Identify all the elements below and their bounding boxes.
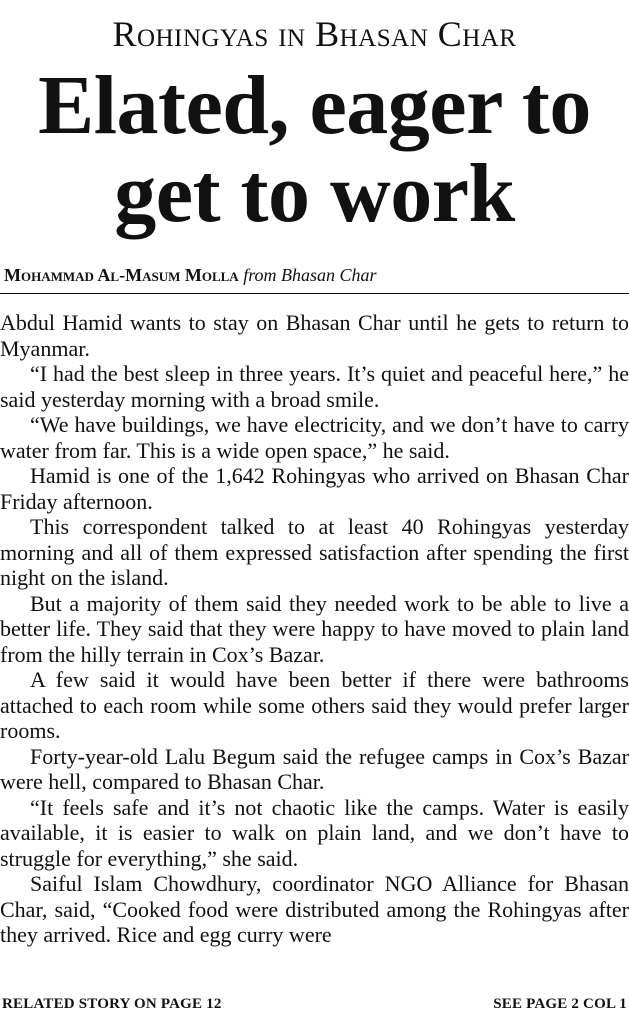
byline-location: from Bhasan Char: [243, 265, 377, 285]
byline-divider: [0, 293, 629, 294]
paragraph: But a majority of them said they needed work to be able to live a better life. They said that they were happy to have moved to plain land from the hilly terrain in Cox’s Bazar.: [0, 590, 629, 667]
paragraph: Forty-year-old Lalu Begum said the refugee camps in Cox’s Bazar were hell, compared to Bhasan Char.: [0, 743, 629, 794]
paragraph: Hamid is one of the 1,642 Rohingyas who arrived on Bhasan Char Friday afternoon.: [0, 463, 629, 514]
continuation-reference: SEE PAGE 2 COL 1: [493, 996, 627, 1012]
byline-author: Mohammad Al-Masum Molla: [4, 265, 239, 285]
paragraph: A few said it would have been better if there were bathrooms attached to each room while some others said they would prefer larger rooms.: [0, 667, 629, 743]
paragraph: “We have buildings, we have electricity, and we don’t have to carry water from far. This is a wide open space,” he said.: [0, 412, 629, 463]
headline-line-2: get to work: [114, 147, 515, 240]
paragraph: Saiful Islam Chowdhury, coordinator NGO Alliance for Bhasan Char, said, “Cooked food were distributed among the Rohingyas after they arrived. Rice and egg curry were: [0, 871, 629, 947]
paragraph: This correspondent talked to at least 40 Rohingyas yesterday morning and all of them expressed satisfaction after spending the first night on the island.: [0, 514, 629, 590]
article-headline: [0, 59, 629, 240]
headline-line-1: Elated, eager to: [38, 59, 591, 152]
paragraph: Abdul Hamid wants to stay on Bhasan Char until he gets to return to Myanmar.: [0, 310, 629, 361]
paragraph: “It feels safe and it’s not chaotic like the camps. Water is easily available, it is easier to walk on plain land, and we don’t have to struggle for everything,” she said.: [0, 794, 629, 871]
article-kicker: Rohingyas in Bhasan Char: [112, 14, 517, 54]
paragraph: “I had the best sleep in three years. It’s quiet and peaceful here,” he said yesterday morning with a broad smile.: [0, 361, 629, 412]
byline: [4, 264, 377, 286]
article-body: [0, 310, 629, 980]
related-story-reference: RELATED STORY ON PAGE 12: [2, 996, 222, 1012]
